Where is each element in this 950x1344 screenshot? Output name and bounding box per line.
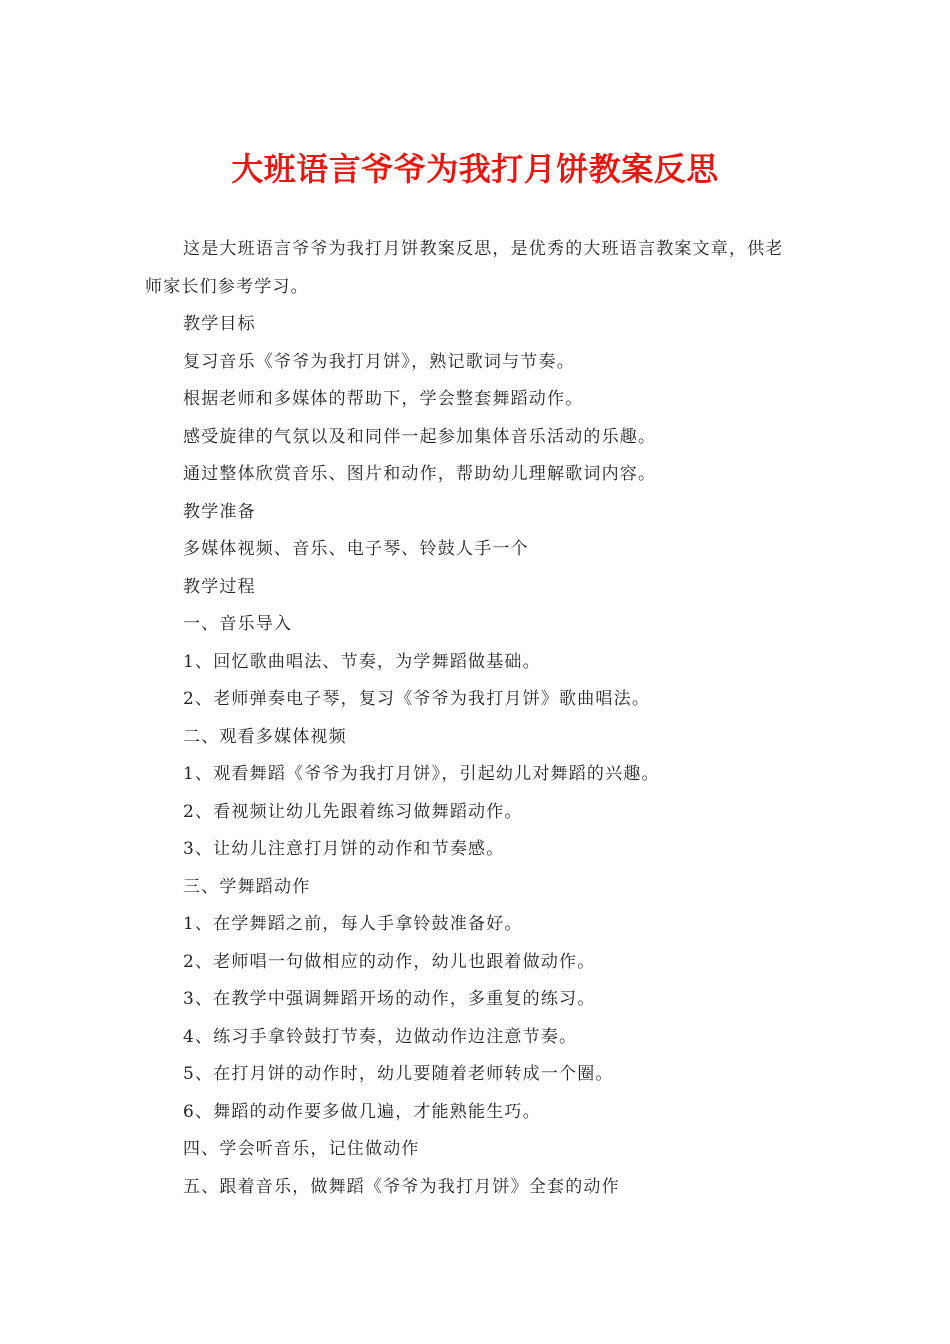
subsection-heading: 五、跟着音乐，做舞蹈《爷爷为我打月饼》全套的动作 (183, 1176, 620, 1197)
paragraph-line: 6、舞蹈的动作要多做几遍，才能熟能生巧。 (183, 1101, 541, 1122)
paragraph-line: 多媒体视频、音乐、电子琴、铃鼓人手一个 (183, 539, 529, 559)
paragraph-line: 4、练习手拿铃鼓打节奏，边做动作边注意节奏。 (183, 1026, 578, 1047)
subsection-heading: 三、学舞蹈动作 (183, 876, 311, 897)
section-heading: 教学过程 (183, 576, 256, 597)
document-title: 大班语言爷爷为我打月饼教案反思 (231, 150, 719, 188)
paragraph-line: 1、回忆歌曲唱法、节奏，为学舞蹈做基础。 (183, 651, 541, 672)
paragraph-line: 5、在打月饼的动作时，幼儿要随着老师转成一个圈。 (183, 1064, 614, 1084)
subsection-heading: 一、音乐导入 (183, 614, 293, 634)
paragraph-line: 通过整体欣赏音乐、图片和动作，帮助幼儿理解歌词内容。 (183, 464, 657, 484)
section-heading: 教学目标 (183, 314, 256, 334)
paragraph-line: 1、观看舞蹈《爷爷为我打月饼》，引起幼儿对舞蹈的兴趣。 (183, 764, 660, 784)
paragraph-line: 复习音乐《爷爷为我打月饼》，熟记歌词与节奏。 (183, 351, 575, 372)
paragraph-line: 2、老师弹奏电子琴，复习《爷爷为我打月饼》歌曲唱法。 (183, 689, 651, 709)
document-body (145, 230, 800, 1206)
intro-paragraph: 这是大班语言爷爷为我打月饼教案反思，是优秀的大班语言教案文章，供老师家长们参考学习。 (145, 239, 784, 297)
subsection-heading: 二、观看多媒体视频 (183, 726, 347, 747)
paragraph-line: 根据老师和多媒体的帮助下，学会整套舞蹈动作。 (183, 389, 584, 409)
subsection-heading: 四、学会听音乐，记住做动作 (183, 1139, 420, 1159)
paragraph-line: 3、在教学中强调舞蹈开场的动作，多重复的练习。 (183, 989, 596, 1009)
paragraph-line: 1、在学舞蹈之前，每人手拿铃鼓准备好。 (183, 914, 523, 934)
paragraph-line: 2、看视频让幼儿先跟着练习做舞蹈动作。 (183, 801, 523, 822)
paragraph-line: 2、老师唱一句做相应的动作，幼儿也跟着做动作。 (183, 951, 596, 972)
paragraph-line: 3、让幼儿注意打月饼的动作和节奏感。 (183, 839, 505, 859)
section-heading: 教学准备 (183, 501, 256, 522)
paragraph-line: 感受旋律的气氛以及和同伴一起参加集体音乐活动的乐趣。 (183, 426, 657, 447)
